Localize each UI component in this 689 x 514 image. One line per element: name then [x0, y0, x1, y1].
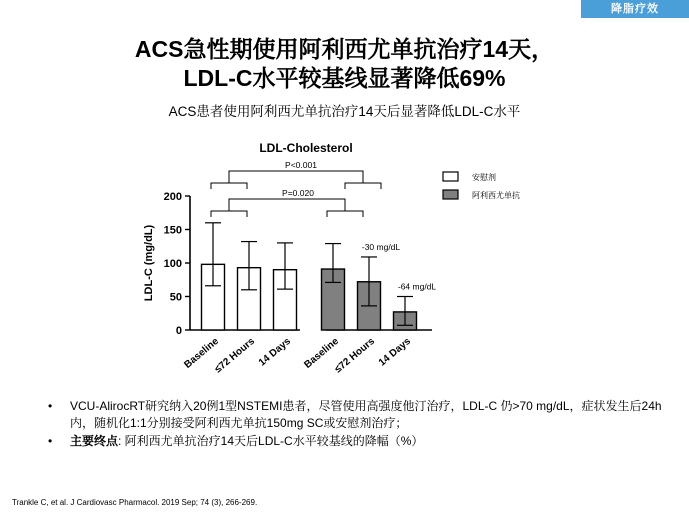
x-tick-label: 14 Days	[256, 335, 293, 369]
x-tick-label: Baseline	[302, 335, 341, 371]
bracket-p001-right	[345, 183, 381, 189]
y-tick-label: 0	[175, 325, 182, 337]
bullet-bold: 主要终点	[70, 434, 119, 448]
bar-annotation: -30 mg/dL	[361, 241, 401, 252]
y-tick-label: 100	[163, 258, 182, 270]
legend-swatch	[443, 172, 458, 181]
bracket-p001-top	[229, 171, 363, 183]
bracket-p001-label: P<0.001	[285, 160, 317, 170]
page-subtitle: ACS患者使用阿利西尤单抗治疗14天后显著降低LDL-C水平	[168, 104, 521, 119]
bracket-p020-label: P=0.020	[282, 188, 314, 198]
reference-citation: Trankle C, et al. J Cardiovasc Pharmacol. 2019 Sep; 74 (3), 266-269.	[12, 498, 258, 507]
bullet-text: : 阿利西尤单抗治疗14天后LDL-C水平较基线的降幅（%）	[118, 434, 424, 448]
bullet-item-study	[44, 398, 664, 432]
bracket-p020-right	[327, 211, 363, 217]
x-tick-label: ≤72 Hours	[332, 335, 377, 376]
bracket-p020-top	[229, 199, 345, 211]
page-title-line1: ACS急性期使用阿利西尤单抗治疗14天，	[134, 36, 555, 62]
x-tick-label: 14 Days	[376, 335, 413, 369]
bullet-marker: •	[48, 434, 53, 448]
bar-annotation: -64 mg/dL	[397, 281, 437, 292]
bullet-item-endpoint	[44, 433, 664, 450]
x-tick-label: Baseline	[182, 335, 221, 371]
section-tag: 降脂疗效	[581, 0, 689, 18]
chart-title: LDL-Cholesterol	[259, 141, 353, 155]
page-title-line2: LDL-C水平较基线显著降低69%	[183, 65, 506, 91]
y-axis-label: LDL-C (mg/dL)	[143, 224, 155, 302]
y-tick-label: 150	[163, 224, 182, 237]
legend-label: 安慰剂	[472, 173, 496, 182]
bracket-p001-left	[211, 183, 247, 189]
bullet-marker: •	[48, 399, 53, 413]
bullet-text: VCU-AlirocRT研究纳入20例1型NSTEMI患者，尽管使用高强度他汀治疗，LDL-C 仍>70 mg/dL，症状发生后24h内，随机化1:1分别接受阿利西尤单抗150mg SC或安慰剂治疗；	[70, 399, 662, 430]
y-tick-label: 200	[163, 191, 182, 203]
legend-label: 阿利西尤单抗	[472, 191, 520, 200]
bullet-list	[44, 398, 664, 451]
bracket-p020-left	[211, 211, 247, 217]
x-tick-label: ≤72 Hours	[212, 335, 257, 376]
y-tick-label: 50	[169, 291, 182, 304]
legend-swatch	[443, 190, 458, 199]
